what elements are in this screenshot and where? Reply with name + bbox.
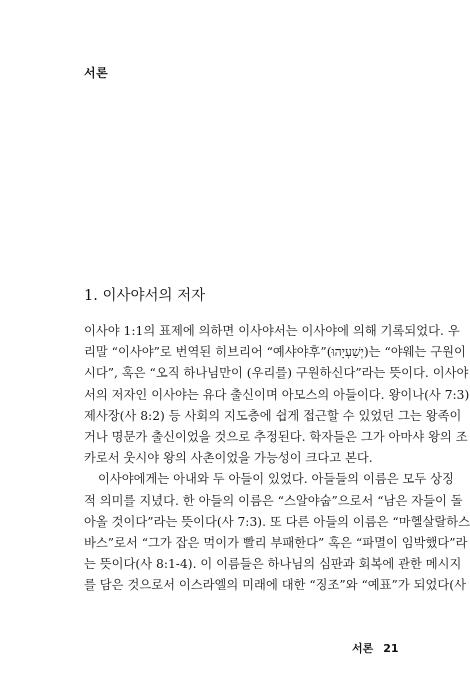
text-line: 바스”로서 “그가 잡은 먹이가 빨리 부패한다” 혹은 “파멸이 임박했다”라 (84, 535, 468, 550)
text-line: 이사야에게는 아내와 두 아들이 있었다. 아들들의 이름은 모두 상징 (98, 472, 454, 487)
text-line: 적 의미를 지녔다. 한 아들의 이름은 “스알야숩”으로서 “남은 자들이 돌 (84, 493, 463, 508)
page-footer (352, 640, 399, 656)
text-line: 시다”, 혹은 “오직 하나님만이 (우리를) 구원하신다”라는 뜻이다. 이사야 (84, 366, 469, 381)
text-line: 를 담은 것으로서 이스라엘의 미래에 대한 “징조”와 “예표”가 되었다(사 (84, 578, 466, 593)
running-title: 서론 (352, 642, 374, 655)
text-line: 이사야 1:1의 표제에 의하면 이사야서는 이사야에 의해 기록되었다. 우 (84, 324, 460, 338)
body-text (84, 321, 470, 596)
section-heading: 1. 이사야서의 저자 (84, 288, 206, 304)
page-number: 21 (383, 642, 399, 655)
text-line: 제사장(사 8:2) 등 사회의 지도층에 쉽게 접근할 수 있었던 그는 왕족이 (84, 408, 462, 423)
text-line: 는 뜻이다(사 8:1-4). 이 이름들은 하나님의 심판과 회복에 관한 메시지 (84, 557, 462, 572)
chapter-label: 서론 (84, 66, 109, 80)
text-line: 아올 것이다”라는 뜻이다(사 7:3). 또 다른 아들의 이름은 “마헬살랄하스 (84, 514, 470, 529)
text-line: 카로서 웃시야 왕의 사촌이었을 가능성이 크다고 본다. (84, 451, 373, 466)
text-line: 리말 “이사야”로 번역된 히브리어 “예샤야후”(יְשַׁעְיָהוּ)는 “야웨는 구원이 (84, 345, 466, 360)
text-line: 서의 저자인 이사야는 유다 출신이며 아모스의 아들이다. 왕이나(사 7:3) (84, 387, 470, 402)
text-line: 거나 명문가 출신이었을 것으로 추정된다. 학자들은 그가 아마샤 왕의 조 (84, 429, 468, 444)
